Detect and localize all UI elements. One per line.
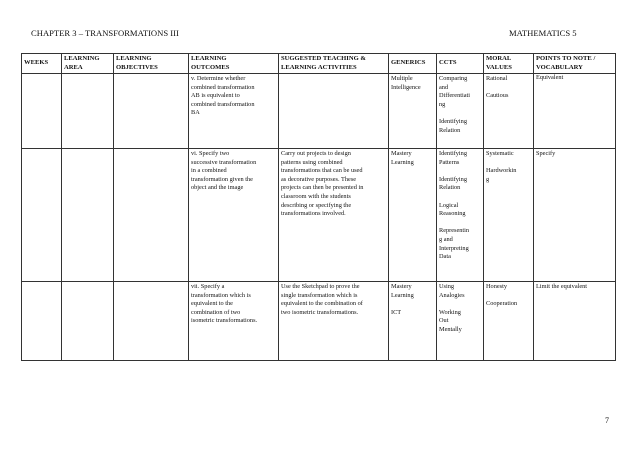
cell-line: as decorative purposes. These [281,175,357,183]
table-row [22,149,616,282]
cell-line: Limit the equivalent [536,283,588,290]
cell-line: AB is equivalent to [191,92,240,100]
cell-line: transformations that can be used [281,167,363,175]
cell-line: classroom with the students [281,192,351,200]
cell-line: Rational [486,75,508,82]
cell-line: Patterns [439,158,460,166]
cell-line: successive transformation [191,158,257,166]
learning-area-cell [62,282,114,361]
cell-line: Out [439,317,449,325]
line-gap [391,300,434,309]
cell-line: combined transformation [191,100,255,108]
cell-line: Identifying [439,150,467,157]
moral-values-cell [484,149,534,282]
learning-outcome-cell [189,282,279,361]
cell-line: vii. Specify a [191,283,225,290]
cell-line: two isometric transformations. [281,308,359,316]
cell-line: g [486,175,490,183]
teaching-activities-cell [279,282,389,361]
ccts-cell [437,149,484,282]
line-gap [486,159,531,168]
cell-line: Interpreting [439,244,469,252]
column-header-teaching-activities: SUGGESTED TEACHING & LEARNING ACTIVITIES [279,54,389,74]
ccts-cell [437,74,484,149]
moral-values-cell [484,74,534,149]
cell-line: projects can then be presented in [281,184,364,192]
line-gap [439,167,481,176]
generics-cell [389,282,437,361]
cell-line: transformation given the [191,175,253,183]
cell-line: Intelligence [391,83,421,91]
cell-line: in a combined [191,167,227,175]
cell-line: Relation [439,126,461,134]
cell-line: Reasoning [439,210,466,218]
cell-line: g and [439,235,453,243]
cell-line: Working [439,308,461,316]
cell-line: Representin [439,227,470,235]
line-gap [439,219,481,228]
scheme-of-work-table [21,53,616,361]
column-header-generics: GENERICS [389,54,437,74]
table-row [22,282,616,361]
cell-line: transformations involved. [281,210,346,218]
line-gap [486,84,531,93]
cell-line: Multiple [391,75,413,82]
line-gap [486,292,531,301]
cell-line: object and the image [191,184,244,192]
cell-line: Honesty [486,283,507,290]
cell-line: Differentiati [439,92,471,100]
weeks-cell [22,74,62,149]
cell-line: ICT [391,308,402,316]
cell-line: v. Determine whether [191,75,246,82]
weeks-cell [22,282,62,361]
cell-line: Learning [391,158,414,166]
cell-line: BA [191,109,200,117]
learning-outcome-cell [189,74,279,149]
line-gap [439,300,481,309]
cell-line: Equivalent [536,74,564,81]
line-gap [439,109,481,118]
ccts-cell [437,282,484,361]
teaching-activities-cell [279,149,389,282]
points-to-note-cell [534,282,616,361]
cell-line: Identifying [439,175,467,183]
generics-cell [389,149,437,282]
column-header-ccts: CCTS [437,54,484,74]
chapter-title: CHAPTER 3 – TRANSFORMATIONS III [31,28,179,38]
page-number: 7 [605,416,609,425]
cell-line: Using [439,283,455,290]
column-header-learning-outcomes: LEARNING OUTCOMES [189,54,279,74]
cell-line: combined transformation [191,83,255,91]
cell-line: Hardworkin [486,167,517,175]
cell-line: Cooperation [486,300,518,308]
cell-line: Systematic [486,150,514,157]
cell-line: describing or specifying the [281,201,352,209]
teaching-activities-cell [279,74,389,149]
learning-objectives-cell [114,282,189,361]
cell-line: isometric transformations. [191,317,258,325]
line-gap [439,193,481,202]
cell-line: Learning [391,291,414,299]
column-header-weeks: WEEKS [22,54,62,74]
learning-objectives-cell [114,74,189,149]
cell-line: Logical [439,201,459,209]
learning-outcome-cell [189,149,279,282]
learning-area-cell [62,74,114,149]
column-header-learning-objectives: LEARNING OBJECTIVES [114,54,189,74]
cell-line: Relation [439,184,461,192]
learning-area-cell [62,149,114,282]
cell-line: Mastery [391,150,412,157]
column-header-points-to-note: POINTS TO NOTE / VOCABULARY [534,54,616,74]
subject-title: MATHEMATICS 5 [509,28,577,38]
column-header-learning-area: LEARNING AREA [62,54,114,74]
table-header-row [22,54,616,74]
weeks-cell [22,149,62,282]
cell-line: Cautious [486,92,509,100]
cell-line: and [439,83,449,91]
learning-objectives-cell [114,149,189,282]
cell-line: Mastery [391,283,412,290]
cell-line: Data [439,253,451,261]
cell-line: combination of two [191,308,241,316]
points-to-note-cell [534,74,616,149]
cell-line: Identifying [439,117,467,125]
cell-line: Specify [536,150,556,157]
cell-line: Mentally [439,325,462,333]
column-header-moral-values: MORAL VALUES [484,54,534,74]
cell-line: patterns using combined [281,158,343,166]
moral-values-cell [484,282,534,361]
cell-line: Analogies [439,291,465,299]
cell-line: equivalent to the [191,300,233,308]
cell-line: Use the Sketchpad to prove the [281,283,360,290]
table-row [22,74,616,149]
generics-cell [389,74,437,149]
cell-line: Carry out projects to design [281,150,351,157]
cell-line: Comparing [439,75,468,82]
cell-line: ng [439,100,446,108]
cell-line: single transformation which is [281,291,358,299]
cell-line: vi. Specify two [191,150,230,157]
points-to-note-cell [534,149,616,282]
cell-line: equivalent to the combination of [281,300,363,308]
cell-line: transformation which is [191,291,251,299]
